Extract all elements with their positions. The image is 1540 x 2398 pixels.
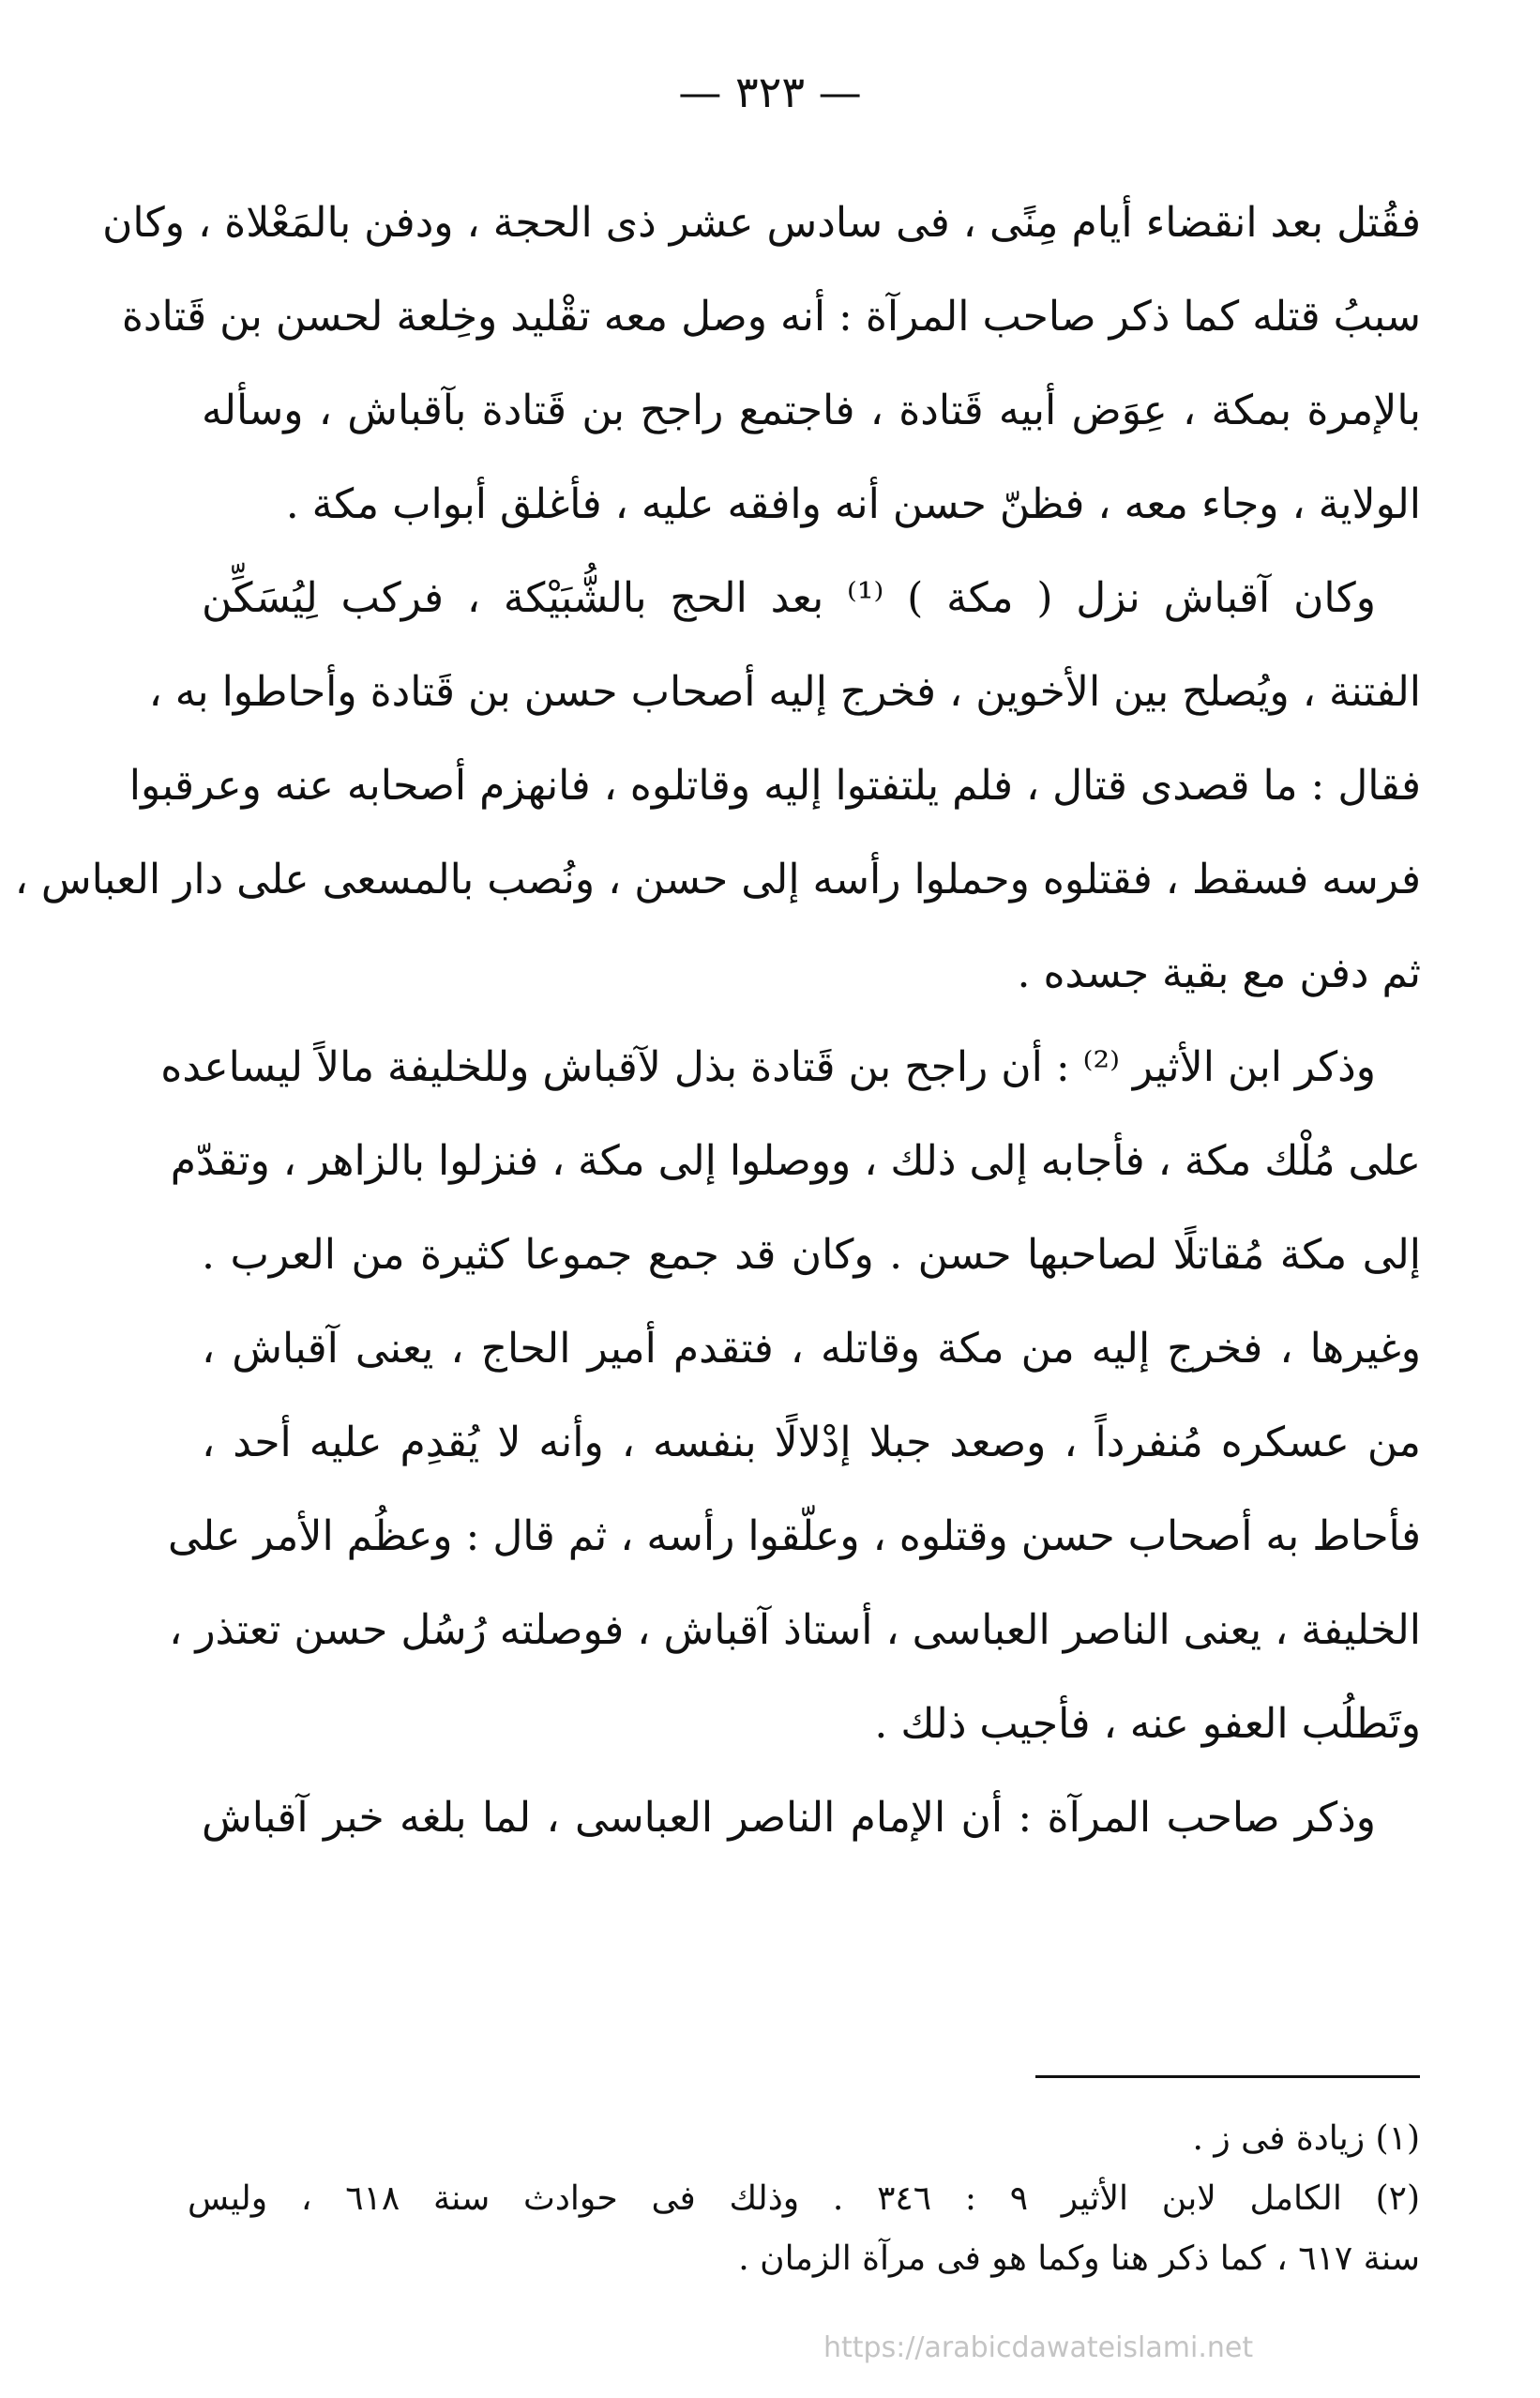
text-line: من عسكره مُنفرداً ، وصعد جبلا إدْلالًا بنفسه ، وأنه لا يُقدِم عليه أحد ، xyxy=(202,1419,1421,1466)
watermark-url: https://arabicdawateislami.net xyxy=(823,2331,1254,2364)
text-line: وذكر صاحب المرآة : أن الإمام الناصر العباسى ، لما بلغه خبر آقباش xyxy=(202,1794,1376,1842)
page-number: — ٣٢٣ — xyxy=(678,67,862,117)
text-line: وذكر ابن الأثير ⁽²⁾ : أن راجح بن قَتادة بذل لآقباش وللخليفة مالاً ليساعده xyxy=(160,1043,1376,1091)
footnote-divider xyxy=(1035,2075,1420,2078)
footnote-2-continued: سنة ٦١٧ ، كما ذكر هنا وكما هو فى مرآة الزمان . xyxy=(738,2239,1420,2278)
text-line: فقال : ما قصدى قتال ، فلم يلتفتوا إليه وقاتلوه ، فانهزم أصحابه عنه وعرقبوا xyxy=(128,762,1421,810)
text-line: وكان آقباش نزل ( مكة ) ⁽¹⁾ بعد الحج بالشُّبَيْكة ، فركب لِيُسَكِّن xyxy=(202,574,1376,622)
paragraph-1 xyxy=(102,176,1421,552)
text-line: على مُلْك مكة ، فأجابه إلى ذلك ، ووصلوا إلى مكة ، فنزلوا بالزاهر ، وتقدّم xyxy=(170,1137,1421,1185)
text-line: وغيرها ، فخرج إليه من مكة وقاتله ، فتقدم أمير الحاج ، يعنى آقباش ، xyxy=(202,1325,1421,1373)
text-line: فأحاط به أصحاب حسن وقتلوه ، وعلّقوا رأسه ، ثم قال : وعظُم الأمر على xyxy=(168,1512,1421,1560)
paragraph-3 xyxy=(160,1021,1421,1771)
text-line: فقُتل بعد انقضاء أيام مِنًى ، فى سادس عشر ذى الحجة ، ودفن بالمَعْلاة ، وكان xyxy=(102,199,1421,247)
text-line: الولاية ، وجاء معه ، فظنّ حسن أنه وافقه عليه ، فأغلق أبواب مكة . xyxy=(285,480,1421,528)
text-line: فرسه فسقط ، فقتلوه وحملوا رأسه إلى حسن ، ونُصب بالمسعى على دار العباس ، xyxy=(14,856,1421,903)
text-line: الخليفة ، يعنى الناصر العباسى ، أستاذ آقباش ، فوصلته رُسُل حسن تعتذر ، xyxy=(169,1606,1421,1654)
text-line: بالإمرة بمكة ، عِوَض أبيه قَتادة ، فاجتمع راجح بن قَتادة بآقباش ، وسأله xyxy=(202,387,1421,434)
text-line: إلى مكة مُقاتلًا لصاحبها حسن . وكان قد جمع جموعا كثيرة من العرب . xyxy=(202,1231,1421,1279)
paragraph-2 xyxy=(14,552,1421,1021)
footnote-2: (٢) الكامل لابن الأثير ٩ : ٣٤٦ . وذلك فى حوادث سنة ٦١٨ ، وليس xyxy=(188,2179,1421,2218)
main-text xyxy=(14,176,1421,1865)
text-line: سببُ قتله كما ذكر صاحب المرآة : أنه وصل معه تقْليد وخِلعة لحسن بن قَتادة xyxy=(121,293,1421,341)
footnotes xyxy=(188,2109,1420,2289)
text-line: الفتنة ، ويُصلح بين الأخوين ، فخرج إليه أصحاب حسن بن قَتادة وأحاطوا به ، xyxy=(148,668,1421,716)
paragraph-4 xyxy=(202,1771,1421,1865)
text-line: وتَطلُب العفو عنه ، فأجيب ذلك . xyxy=(874,1700,1421,1748)
text-line: ثم دفن مع بقية جسده . xyxy=(1017,949,1421,997)
footnote-1: (١) زيادة فى ز . xyxy=(1192,2119,1420,2158)
